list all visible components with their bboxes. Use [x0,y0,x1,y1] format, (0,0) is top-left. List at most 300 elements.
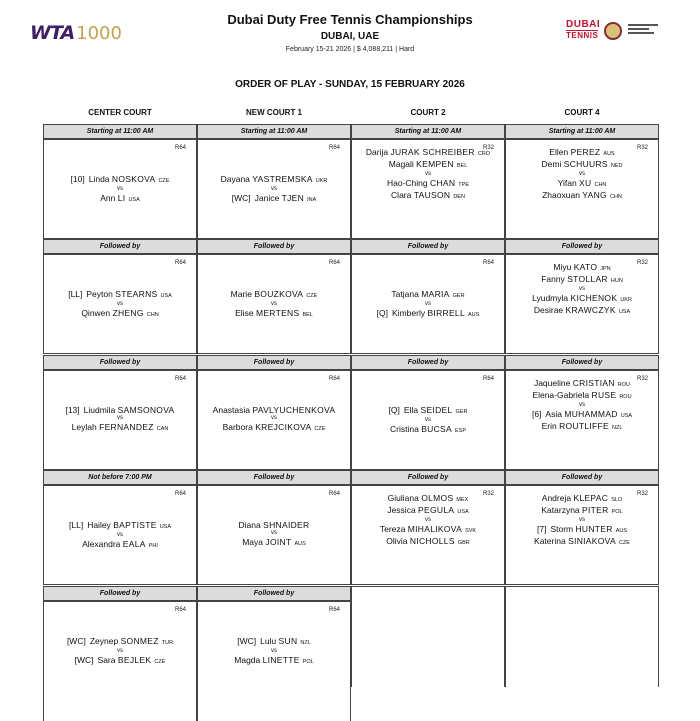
player-last-name: STEARNS [115,289,158,299]
player-1 [198,636,350,648]
round-label: R64 [174,145,186,151]
player-last-name: XU [579,178,592,188]
player-first-name: Sara [97,655,116,665]
player-seed: [6] [531,409,542,419]
court-header: CENTER COURT [88,108,152,117]
player-1 [198,289,350,301]
player-first-name: Ella [403,405,419,415]
player-country: CAN [156,426,169,432]
player-2 [44,539,196,551]
team-2-player-1 [506,524,658,536]
vs-label: vs [271,530,277,536]
player-first-name: Janice [254,193,280,203]
time-slot-band: Followed by [351,239,505,254]
match-cell [505,254,659,354]
player-1 [44,405,196,415]
tournament-title: Dubai Duty Free Tennis Championships [227,12,473,27]
team-2-player-2 [506,190,658,202]
team-1-player-2 [506,390,658,402]
court-header: COURT 4 [564,108,600,117]
team-1-player-1 [506,147,658,159]
round-label: R32 [636,145,648,151]
player-first-name: Magali [388,159,414,169]
player-seed: [Q] [376,308,389,318]
player-country: CZE [314,426,326,432]
match-players [352,289,504,320]
player-seed: [WC] [237,636,257,646]
player-last-name: BUCSA [421,424,452,434]
player-country: NZL [612,425,623,431]
player-first-name: Peyton [86,289,113,299]
player-1 [44,520,196,532]
player-last-name: SAMSONOVA [117,405,175,415]
player-seed: [LL] [68,289,83,299]
player-2 [44,308,196,320]
player-first-name: Storm [550,524,574,534]
player-first-name: Ellen [549,147,569,157]
round-label: R64 [174,491,186,497]
player-country: JPN [600,266,611,272]
time-slot-band: Starting at 11:00 AM [351,124,505,139]
vs-label: vs [579,517,585,523]
player-last-name: KLEPAC [573,493,609,503]
player-1 [44,174,196,186]
player-last-name: STOLLAR [567,274,608,284]
player-country: SLO [611,497,623,503]
sponsor-logo-top: DUBAI [566,19,601,30]
player-last-name: FERNANDEZ [99,422,154,432]
player-first-name: Yifan [557,178,577,188]
tournament-header [200,12,500,54]
player-country: UKR [620,297,632,303]
empty-slot [351,586,505,687]
player-first-name: Katarzyna [541,505,580,515]
match-players [352,147,504,202]
player-first-name: Kimberly [392,308,426,318]
match-players [506,147,658,202]
player-seed: [WC] [231,193,251,203]
player-first-name: Elena-Gabriela [532,390,590,400]
team-1-player-1 [352,493,504,505]
player-last-name: YANG [582,190,607,200]
match-players [198,520,350,549]
player-last-name: RUSE [591,390,617,400]
player-first-name: Marie [230,289,252,299]
player-country: CHN [594,182,607,188]
player-last-name: SUN [278,636,298,646]
player-first-name: Cristina [390,424,419,434]
player-first-name: Alexandra [82,539,121,549]
player-1 [198,174,350,186]
player-country: CZE [306,293,318,299]
time-slot-band: Not before 7:00 PM [43,470,197,485]
player-country: AUS [294,541,306,547]
player-country: BEL [302,312,313,318]
match-cell [43,601,197,721]
player-last-name: PEREZ [570,147,601,157]
player-last-name: PEGULA [418,505,455,515]
round-label: R32 [482,491,494,497]
player-2 [198,537,350,549]
player-seed: [7] [536,524,547,534]
player-first-name: Zeynep [89,636,119,646]
player-last-name: KEMPEN [416,159,454,169]
player-last-name: KICHENOK [570,293,618,303]
round-label: R32 [636,260,648,266]
player-country: USA [457,509,469,515]
player-2 [198,308,350,320]
player-country: HUN [610,278,623,284]
player-first-name: Katerina [534,536,566,546]
player-last-name: MARIA [421,289,450,299]
player-last-name: OLMOS [421,493,454,503]
player-country: DEN [453,194,465,200]
player-first-name: Lyudmyla [532,293,569,303]
wta-logo-text: WTA [30,22,75,44]
team-1-player-1 [506,262,658,274]
player-first-name: Zhaoxuan [542,190,580,200]
player-country: POL [302,659,314,665]
vs-label: vs [579,171,585,177]
vs-label: vs [579,286,585,292]
time-slot-band: Followed by [197,355,351,370]
player-last-name: LINETTE [262,655,300,665]
time-slot-band: Starting at 11:00 AM [197,124,351,139]
time-slot-band: Followed by [43,586,197,601]
wta-1000-logo [30,22,122,44]
time-slot-band: Starting at 11:00 AM [43,124,197,139]
player-country: USA [160,293,172,299]
match-players [44,174,196,205]
player-first-name: Desirae [533,305,564,315]
match-cell [351,139,505,239]
player-country: USA [618,309,631,315]
player-country: GBR [457,540,470,546]
player-2 [352,424,504,436]
player-country: CHN [609,194,622,200]
team-1-player-1 [352,147,504,159]
player-seed: [13] [65,405,80,415]
match-players [44,289,196,320]
player-last-name: YASTREMSKA [252,174,313,184]
round-label: R64 [174,376,186,382]
match-cell [43,485,197,585]
match-players [198,405,350,434]
player-last-name: PAVLYUCHENKOVA [252,405,336,415]
player-first-name: Giuliana [387,493,419,503]
player-last-name: TAUSON [413,190,451,200]
player-first-name: Maya [242,537,264,547]
match-players [198,289,350,320]
player-first-name: Elise [235,308,254,318]
match-cell [197,601,351,721]
player-1 [352,405,504,417]
team-2-player-2 [506,536,658,548]
player-country: AUS [615,528,628,534]
player-country: USA [128,197,140,203]
player-last-name: MIHALIKOVA [407,524,463,534]
match-cell [351,254,505,354]
player-country: BEL [456,163,468,169]
player-2 [198,193,350,205]
player-last-name: CRISTIAN [572,378,615,388]
player-1 [44,636,196,648]
player-seed: [10] [70,174,85,184]
player-first-name: Hao-Ching [386,178,428,188]
vs-label: vs [271,301,277,307]
player-seed: [Q] [388,405,400,415]
player-2 [44,655,196,667]
player-first-name: Liudmila [83,405,116,415]
player-last-name: NOSKOVA [111,174,156,184]
vs-label: vs [271,186,277,192]
team-1-player-2 [506,159,658,171]
player-country: TPE [458,182,469,188]
player-first-name: Andreja [541,493,572,503]
player-country: CHN [146,312,159,318]
round-label: R64 [174,260,186,266]
player-first-name: Qinwen [81,308,111,318]
match-cell [197,139,351,239]
match-players [198,636,350,667]
player-last-name: JURAK SCHREIBER [390,147,475,157]
match-players [44,520,196,551]
player-2 [352,308,504,320]
wta-level-text: 1000 [76,23,122,44]
player-last-name: LI [117,193,126,203]
time-slot-band: Followed by [197,586,351,601]
player-country: TUR [161,640,174,646]
team-2-player-1 [506,178,658,190]
player-last-name: KREJCIKOVA [255,422,312,432]
round-label: R64 [174,607,186,613]
player-first-name: Diana [238,520,261,530]
player-country: SVK [465,528,477,534]
team-1-player-2 [506,505,658,517]
team-2-player-2 [506,305,658,317]
player-last-name: MERTENS [255,308,300,318]
time-slot-band: Followed by [505,355,659,370]
player-country: CZE [618,540,630,546]
player-last-name: BIRRELL [427,308,465,318]
player-country: USA [620,413,633,419]
player-first-name: Anastasia [212,405,251,415]
round-label: R32 [636,491,648,497]
player-last-name: BOUZKOVA [254,289,304,299]
player-2 [198,655,350,667]
vs-label: vs [117,532,123,538]
vs-label: vs [271,648,277,654]
player-last-name: SHNAIDER [263,520,310,530]
time-slot-band: Followed by [351,470,505,485]
dubai-tennis-logo [566,20,662,46]
match-cell [43,254,197,354]
player-first-name: Erin [541,421,557,431]
player-2 [198,422,350,434]
player-country: GER [452,293,465,299]
team-2-player-1 [506,293,658,305]
match-cell [197,370,351,470]
match-cell [43,139,197,239]
vs-label: vs [117,301,123,307]
player-last-name: NICHOLLS [409,536,455,546]
player-last-name: HUNTER [575,524,613,534]
player-seed: [WC] [74,655,94,665]
player-first-name: Clara [391,190,412,200]
round-label: R64 [328,607,340,613]
player-last-name: SONMEZ [120,636,159,646]
team-1-player-2 [506,274,658,286]
round-label: R64 [482,376,494,382]
round-label: R64 [328,491,340,497]
time-slot-band: Followed by [43,239,197,254]
vs-label: vs [425,417,431,423]
player-country: CRO [477,151,491,157]
team-1-player-2 [352,159,504,171]
player-2 [44,422,196,434]
player-last-name: EALA [122,539,146,549]
time-slot-band: Followed by [351,355,505,370]
player-country: AUS [468,312,480,318]
player-country: PHI [148,543,158,549]
vs-label: vs [425,301,431,307]
match-players [506,493,658,548]
arabic-script-icon [628,22,658,40]
time-slot-band: Followed by [505,239,659,254]
match-cell [43,370,197,470]
player-last-name: BAPTISTE [113,520,157,530]
match-cell [505,370,659,470]
tournament-info: February 15-21 2026 | $ 4,088,211 | Hard [285,46,415,53]
round-label: R32 [482,145,494,151]
team-1-player-2 [352,505,504,517]
player-country: NED [610,163,623,169]
match-players [506,262,658,317]
player-last-name: BEJLEK [117,655,152,665]
match-players [44,636,196,667]
player-country: AUS [603,151,615,157]
order-of-play-title: ORDER OF PLAY - SUNDAY, 15 FEBRUARY 2026 [235,79,465,90]
player-first-name: Tereza [379,524,406,534]
player-first-name: Hailey [87,520,111,530]
player-last-name: MUHAMMAD [564,409,618,419]
match-cell [351,370,505,470]
player-last-name: JOINT [265,537,292,547]
round-label: R64 [328,145,340,151]
match-cell [505,139,659,239]
player-country: CZE [154,659,166,665]
player-first-name: Barbora [222,422,253,432]
player-last-name: KATO [573,262,598,272]
match-players [352,405,504,436]
player-country: ROU [617,382,631,388]
vs-label: vs [425,171,431,177]
team-1-player-1 [506,378,658,390]
player-first-name: Linda [88,174,110,184]
player-country: USA [159,524,171,530]
player-last-name: TJEN [281,193,305,203]
vs-label: vs [271,415,277,421]
match-players [198,174,350,205]
player-first-name: Lulu [260,636,277,646]
player-country: ROU [619,394,632,400]
player-country: MEX [456,497,469,503]
player-first-name: Olivia [386,536,408,546]
vs-label: vs [117,648,123,654]
team-2-player-2 [352,190,504,202]
player-country: POL [611,509,623,515]
vs-label: vs [117,186,123,192]
time-slot-band: Followed by [197,239,351,254]
vs-label: vs [117,415,123,421]
player-country: UKR [315,178,328,184]
player-first-name: Jessica [387,505,416,515]
player-first-name: Jaqueline [533,378,571,388]
time-slot-band: Followed by [197,470,351,485]
vs-label: vs [579,402,585,408]
round-label: R64 [328,376,340,382]
sponsor-logo-bottom: TENNIS [566,31,599,40]
player-first-name: Miyu [553,262,572,272]
player-last-name: CHAN [430,178,456,188]
round-label: R64 [482,260,494,266]
player-first-name: Tatjana [391,289,419,299]
player-country: GER [455,409,468,415]
player-1 [198,520,350,530]
player-first-name: Fanny [541,274,565,284]
player-last-name: SEIDEL [420,405,453,415]
match-cell [197,485,351,585]
vs-label: vs [425,517,431,523]
player-2 [44,193,196,205]
round-label: R32 [636,376,648,382]
player-last-name: KRAWCZYK [565,305,616,315]
time-slot-band: Followed by [505,470,659,485]
player-first-name: Demi [541,159,562,169]
player-country: CZE [158,178,170,184]
match-cell [351,485,505,585]
match-players [506,378,658,433]
match-players [44,405,196,434]
player-first-name: Asia [545,409,562,419]
team-2-player-2 [506,421,658,433]
empty-slot [505,586,659,687]
court-header: NEW COURT 1 [246,108,302,117]
team-2-player-1 [506,409,658,421]
player-first-name: Magda [234,655,261,665]
player-first-name: Leylah [71,422,97,432]
player-country: ESP [454,428,466,434]
court-header: COURT 2 [410,108,446,117]
player-1 [352,289,504,301]
player-last-name: PITER [582,505,609,515]
match-players [352,493,504,548]
player-first-name: Ann [100,193,116,203]
match-cell [197,254,351,354]
team-2-player-1 [352,178,504,190]
time-slot-band: Followed by [43,355,197,370]
player-1 [44,289,196,301]
time-slot-band: Starting at 11:00 AM [505,124,659,139]
player-country: NZL [300,640,311,646]
team-2-player-1 [352,524,504,536]
player-country: INA [307,197,317,203]
player-seed: [LL] [69,520,84,530]
player-1 [198,405,350,415]
tennis-ball-icon [604,22,622,40]
player-last-name: ZHENG [112,308,144,318]
player-last-name: ROUTLIFFE [559,421,610,431]
